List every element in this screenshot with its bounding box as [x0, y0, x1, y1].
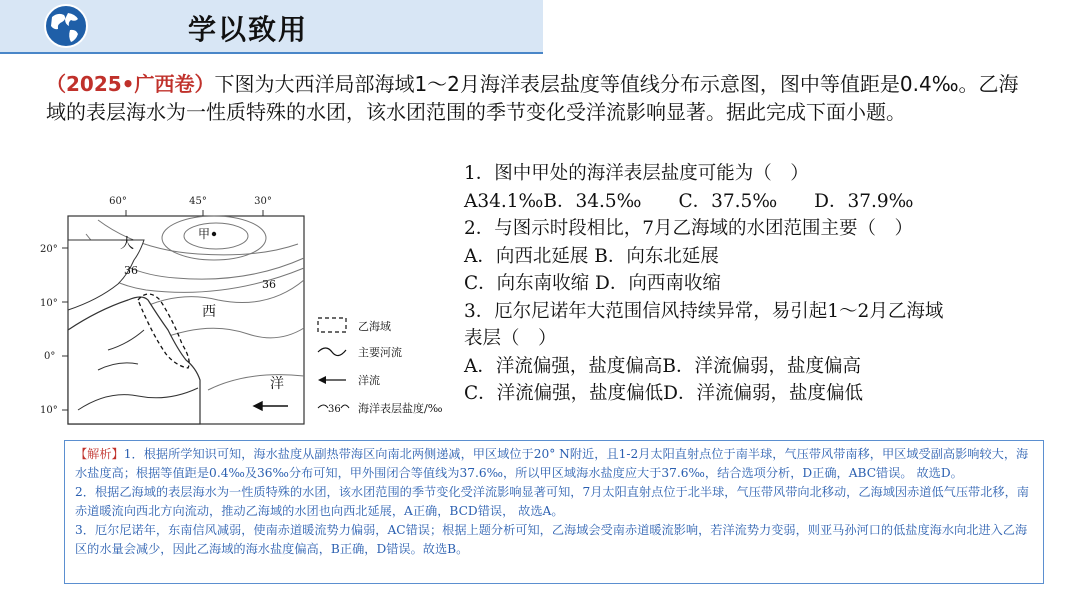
- option-line: 2．与图示时段相比，7月乙海域的水团范围主要（ ）: [464, 218, 914, 239]
- option-line: 3．厄尔尼诺年大范围信风持续异常，易引起1～2月乙海域: [464, 300, 944, 322]
- isoline-label: 36: [124, 264, 138, 277]
- question-stem: [46, 70, 1036, 126]
- option-line: A34.1‰B．34.5‰ C．37.5‰ D．37.9‰: [464, 190, 914, 212]
- question-text: 下图为大西洋局部海域1～2月海洋表层盐度等值线分布示意图，图中等值距是0.4‰。乙海域的表层海水为一性质特殊的水团，该水团范围的季节变化受洋流影响显著。据此完成下面小题。: [46, 72, 1019, 124]
- legend-label: 主要河流: [358, 346, 402, 359]
- lon-label: 60°: [109, 196, 127, 207]
- option-line: 1．图中甲处的海洋表层盐度可能为（ ）: [464, 163, 809, 184]
- legend-isoline-value: 36: [328, 404, 341, 415]
- option-line: C．向东南收缩 D．向西南收缩: [464, 273, 721, 294]
- explanation-p3: 3．厄尔尼诺年，东南信风减弱，使南赤道暖流势力偏弱，AC错误；根据上题分析可知，乙海域会受南赤道暖流影响，若洋流势力变弱，则亚马孙河口的低盐度海水向北进入乙海区的水量会减少，因此乙海域的海水盐度偏高，B正确，D错误。故选B。: [75, 523, 1028, 556]
- explanation-p2: 2．根据乙海域的表层海水为一性质特殊的水团，该水团范围的季节变化受洋流影响显著可知，7月太阳直射点位于北半球，气压带风带向北移动，乙海域因赤道低气压带北移，南赤道暖流向西北方向流动，推动乙海域的水团也向西北延展，A正确，BCD错误， 故选A。: [75, 485, 1029, 518]
- question-options: [464, 160, 1064, 408]
- page-title: 学以致用: [188, 13, 309, 46]
- lon-label: 30°: [254, 196, 272, 207]
- explanation-p1: 【解析】1．根据所学知识可知，海水盐度从副热带海区向南北两侧递减，甲区域位于20° N附近，且1-2月太阳直射点位于南半球，气压带风带南移，甲区域受副高影响较大，海水盐度高；根据等值距是0.4‰及36‰分布可知，甲外围闭合等值线为37.6‰，所以甲区域海水盐度应大于37.6‰，结合选项分析，D正确，ABC错误。 故选D。: [75, 447, 1029, 480]
- isoline-label: 36: [262, 278, 276, 291]
- salinity-map: [38, 190, 458, 430]
- place-label-da: 大: [120, 236, 134, 252]
- legend-label: 乙海域: [358, 320, 391, 333]
- legend-label: 海洋表层盐度/‰: [358, 402, 443, 415]
- place-label-yang: 洋: [270, 376, 284, 392]
- lat-label: 10°: [40, 298, 58, 309]
- question-source: （2025•广西卷）: [46, 72, 215, 96]
- place-label-xi: 西: [202, 304, 216, 320]
- lat-label: 20°: [40, 244, 58, 255]
- explanation-tag: 【解析】: [75, 447, 124, 461]
- legend-label: 洋流: [358, 374, 380, 387]
- lat-label: 10°: [40, 405, 58, 416]
- explanation-box: [64, 440, 1044, 584]
- place-label-jia: 甲: [198, 227, 211, 241]
- option-line: A．向西北延展 B．向东北延展: [464, 245, 719, 267]
- option-line: C．洋流偏强，盐度偏低D．洋流偏弱，盐度偏低: [464, 383, 863, 404]
- globe-icon: [38, 3, 94, 49]
- option-line: 表层（ ）: [464, 328, 557, 349]
- option-line: A．洋流偏强，盐度偏高B．洋流偏弱，盐度偏高: [464, 355, 861, 377]
- header-bar: [0, 0, 543, 54]
- lon-label: 45°: [189, 196, 207, 207]
- lat-label: 0°: [44, 351, 56, 362]
